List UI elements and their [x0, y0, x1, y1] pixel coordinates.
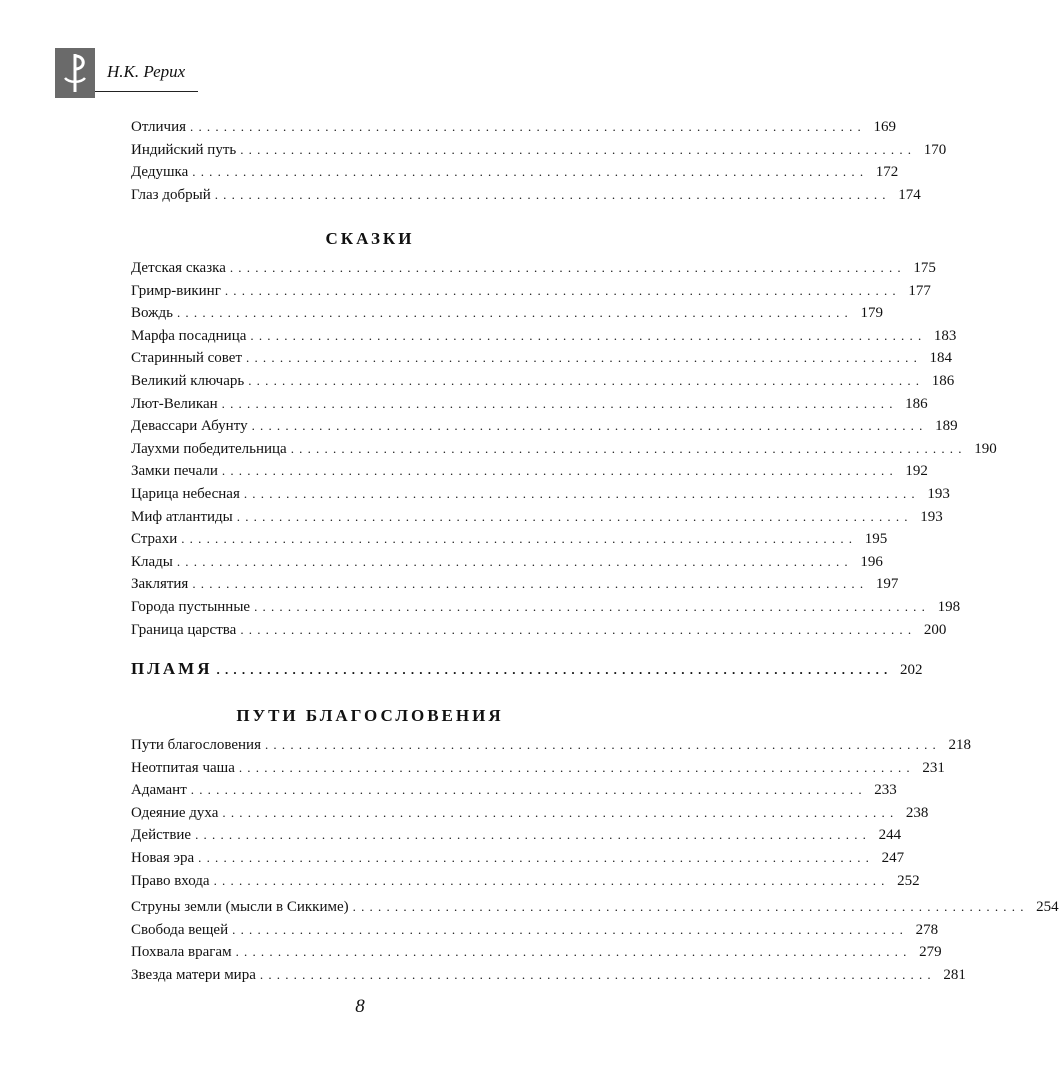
- toc-entry[interactable]: [131, 528, 888, 550]
- leader-dots: ................................................................................: [198, 850, 875, 865]
- leader-dots: ................................................................................: [352, 899, 1029, 915]
- toc-entry-title: Дедушка: [131, 164, 189, 181]
- toc-entry-page: 175: [913, 260, 936, 276]
- leader-dots: ................................................................................: [254, 599, 931, 614]
- toc-entry-title: Девассари Абунту: [131, 418, 248, 435]
- toc-entry-title: Лют-Великан: [131, 395, 218, 412]
- leader-dots: ................................................................................: [243, 486, 920, 501]
- toc-entry[interactable]: [131, 824, 902, 846]
- toc-entry[interactable]: [131, 415, 958, 437]
- toc-entry-page: 252: [897, 872, 920, 889]
- leader-dots: ................................................................................: [192, 576, 869, 592]
- leader-dots: ................................................................................: [221, 395, 898, 411]
- toc-entry[interactable]: [131, 779, 897, 801]
- toc-entry-page: 244: [878, 827, 902, 844]
- toc-entry-page: 202: [900, 662, 923, 678]
- toc-entry[interactable]: [131, 506, 943, 528]
- toc-entry-page: 186: [905, 395, 928, 412]
- logo-letter-icon: [55, 48, 95, 98]
- leader-dots: ................................................................................: [236, 508, 913, 524]
- toc-entry-title: Одеяние духа: [131, 804, 219, 821]
- toc-entry-title: Заклятия: [131, 576, 189, 593]
- leader-dots: ................................................................................: [195, 827, 872, 843]
- toc-entry-page: 174: [898, 186, 921, 203]
- toc-entry-title: Миф атлантиды: [131, 508, 233, 525]
- toc-entry[interactable]: [131, 896, 1059, 918]
- leader-dots: ................................................................................: [248, 373, 925, 388]
- toc-entry[interactable]: [131, 184, 921, 206]
- leader-dots: ................................................................................: [238, 759, 915, 775]
- toc-entry-page: 238: [905, 804, 929, 821]
- toc-entry-title: Граница царства: [131, 621, 237, 638]
- toc-entry[interactable]: [131, 370, 955, 392]
- toc-entry-title: Лаухми победительница: [131, 440, 287, 457]
- leader-dots: ................................................................................: [240, 141, 917, 157]
- leader-dots: ................................................................................: [176, 305, 853, 321]
- toc-entry[interactable]: [131, 941, 942, 963]
- toc-entry[interactable]: [131, 734, 971, 756]
- leader-dots: ................................................................................: [213, 872, 890, 888]
- toc-entry-page: 193: [920, 508, 943, 525]
- toc-entry[interactable]: [131, 596, 961, 618]
- toc-entry-title: Адамант: [131, 782, 187, 799]
- toc-entry[interactable]: [131, 325, 957, 347]
- toc-entry-title: Свобода вещей: [131, 921, 229, 938]
- toc-entry[interactable]: [131, 802, 929, 824]
- toc-entry-page: 177: [908, 282, 931, 299]
- running-header-author: Н.К. Рерих: [107, 62, 186, 81]
- toc-entry[interactable]: [131, 460, 928, 482]
- toc-entry-page: 186: [931, 373, 955, 389]
- toc-entry[interactable]: [131, 870, 920, 892]
- section-heading-skazki: СКАЗКИ: [325, 229, 415, 248]
- toc-entry[interactable]: [131, 347, 953, 369]
- toc-entry-title: ПЛАМЯ: [131, 659, 213, 678]
- toc-entry-page: 193: [927, 486, 950, 502]
- toc-entry-page: 200: [923, 621, 947, 638]
- toc-entry-page: 196: [860, 553, 883, 570]
- toc-entry[interactable]: [131, 139, 947, 161]
- toc-entry[interactable]: [131, 280, 931, 302]
- section-heading-puti: ПУТИ БЛАГОСЛОВЕНИЯ: [236, 706, 504, 725]
- toc-entry[interactable]: [131, 302, 883, 324]
- toc-entry-title: Новая эра: [131, 850, 195, 866]
- toc-entry-page: 218: [948, 737, 971, 753]
- toc-entry-title: Пути благословения: [131, 737, 261, 753]
- toc-entry-page: 172: [875, 164, 899, 181]
- toc-entry[interactable]: [131, 919, 939, 941]
- toc-entry[interactable]: [131, 757, 945, 779]
- toc-entry-page: 169: [873, 119, 896, 135]
- toc-entry-page: 184: [929, 350, 953, 367]
- toc-entry[interactable]: [131, 573, 899, 595]
- header-rule: [95, 91, 198, 92]
- leader-dots: ................................................................................: [192, 164, 869, 180]
- leader-dots: ................................................................................: [190, 782, 867, 798]
- toc-entry-title: Глаз добрый: [131, 186, 211, 203]
- toc-entry-page: 247: [881, 850, 905, 866]
- toc-entry[interactable]: [131, 393, 928, 415]
- toc-entry[interactable]: [131, 483, 950, 505]
- toc-entry-page: 231: [922, 759, 945, 776]
- toc-entry-page: 279: [919, 944, 942, 961]
- toc-entry-title: Отличия: [131, 119, 186, 135]
- toc-entry-page: 254: [1036, 899, 1059, 916]
- toc-entry-title: Старинный совет: [131, 350, 243, 367]
- toc-entry[interactable]: [131, 116, 896, 138]
- toc-entry-title: Страхи: [131, 531, 178, 548]
- toc-entry-title: Неотпитая чаша: [131, 759, 235, 776]
- leader-dots: ................................................................................: [264, 737, 941, 752]
- toc-entry[interactable]: [131, 257, 936, 279]
- toc-entry[interactable]: [131, 438, 997, 460]
- toc-entry[interactable]: [131, 847, 905, 869]
- leader-dots: ................................................................................: [216, 662, 893, 677]
- page-number: 8: [355, 996, 365, 1017]
- toc-entry-page: 170: [923, 141, 947, 158]
- leader-dots: ................................................................................: [190, 119, 866, 134]
- toc-entry-page: 189: [935, 418, 958, 435]
- toc-entry-page: 233: [874, 782, 897, 799]
- leader-dots: ................................................................................: [176, 553, 853, 569]
- toc-entry[interactable]: [131, 161, 899, 183]
- toc-entry[interactable]: [131, 964, 966, 986]
- leader-dots: ................................................................................: [224, 282, 901, 298]
- leader-dots: ................................................................................: [259, 967, 936, 982]
- toc-entry-title: Струны земли (мысли в Сиккиме): [131, 899, 349, 916]
- toc-entry[interactable]: [131, 619, 947, 641]
- toc-entry-title: Клады: [131, 553, 173, 570]
- toc-entry-title: Индийский путь: [131, 141, 237, 158]
- leader-dots: ................................................................................: [181, 531, 858, 547]
- leader-dots: ................................................................................: [221, 463, 898, 479]
- toc-entry-page: 192: [905, 463, 928, 480]
- toc-entry-page: 278: [915, 921, 939, 938]
- toc-entry-page: 190: [974, 440, 997, 457]
- toc-entry-title: Детская сказка: [131, 260, 226, 276]
- toc-entry-title: Царица небесная: [131, 486, 240, 502]
- toc-entry-title: Великий ключарь: [131, 373, 245, 389]
- toc-entry-title: Право входа: [131, 872, 210, 889]
- leader-dots: ................................................................................: [222, 804, 899, 820]
- toc-entry-page: 183: [933, 327, 957, 344]
- toc-entry-title: Действие: [131, 827, 192, 844]
- toc-entry-title: Города пустынные: [131, 599, 251, 615]
- leader-dots: ................................................................................: [240, 621, 917, 637]
- leader-dots: ................................................................................: [250, 327, 927, 343]
- toc-entry-page: 198: [937, 599, 961, 615]
- toc-entry-page: 195: [864, 531, 888, 548]
- leader-dots: ................................................................................: [246, 350, 923, 366]
- publisher-logo: [55, 48, 95, 98]
- leader-dots: ................................................................................: [229, 260, 906, 275]
- toc-entry[interactable]: [131, 551, 883, 573]
- toc-entry-title: Замки печали: [131, 463, 218, 480]
- leader-dots: ................................................................................: [290, 440, 967, 456]
- toc-entry-title: Гримр-викинг: [131, 282, 221, 299]
- toc-entry-title: Звезда матери мира: [131, 967, 256, 983]
- toc-entry-page: 179: [860, 305, 883, 322]
- leader-dots: ................................................................................: [251, 418, 928, 434]
- toc-entry-page: 281: [943, 967, 966, 983]
- leader-dots: ................................................................................: [232, 921, 909, 937]
- toc-entry-title: Вождь: [131, 305, 173, 322]
- toc-entry[interactable]: [131, 658, 923, 680]
- toc-entry-page: 197: [875, 576, 899, 593]
- toc-entry-title: Марфа посадница: [131, 327, 247, 344]
- toc-entry-title: Похвала врагам: [131, 944, 232, 961]
- leader-dots: ................................................................................: [235, 944, 912, 960]
- leader-dots: ................................................................................: [214, 186, 891, 202]
